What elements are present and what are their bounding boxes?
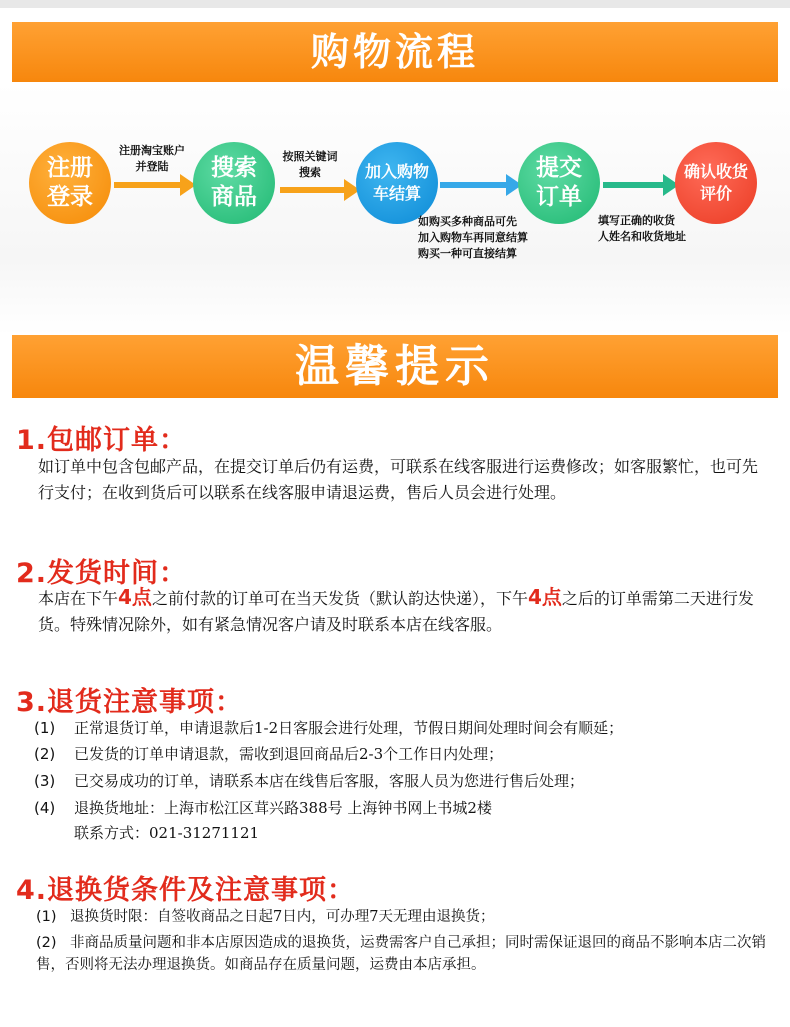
note-search: 按照关键词 搜索 bbox=[282, 150, 338, 179]
note-order: 填写正确的收货 人姓名和收货地址 bbox=[598, 214, 686, 243]
list-item: (2) 已发货的订单申请退款，需收到退回商品后2-3个工作日内处理； bbox=[34, 745, 504, 763]
arrow-1 bbox=[114, 182, 182, 188]
list-item: (2) 非商品质量问题和非本店原因造成的退换货，运费需客户自己承担；同时需保证退回的商品不影响本店二次销售，否则将无法办理退换货。如商品存在质量问题，运费由本店承担。 bbox=[36, 935, 766, 973]
step-submit-order: 提交 订单 bbox=[518, 142, 600, 224]
tips-banner: 温馨提示 bbox=[12, 335, 778, 398]
section-exchange-title: 4.退换货条件及注意事项： bbox=[16, 875, 356, 906]
note-register: 注册淘宝账户 并登陆 bbox=[119, 144, 185, 173]
list-item: (1) 正常退货订单，申请退款后1-2日客服会进行处理，节假日期间处理时间会有顺延； bbox=[34, 719, 624, 737]
list-item: (1) 退换货时限：自签收商品之日起7日内，可办理7天无理由退换货； bbox=[36, 909, 495, 925]
section-return-title: 3.退货注意事项： bbox=[16, 687, 244, 718]
highlight-4pm-2: 4点 bbox=[527, 585, 562, 609]
section-shipping-time-title: 2.发货时间： bbox=[16, 558, 188, 589]
shopping-flow-banner: 购物流程 bbox=[12, 22, 778, 82]
step-confirm-review: 确认收货 评价 bbox=[675, 142, 757, 224]
arrow-4 bbox=[603, 182, 665, 188]
list-item: (4) 退换货地址：上海市松江区茸兴路388号 上海钟书网上书城2楼 bbox=[34, 799, 492, 817]
section-free-shipping-text: 如订单中包含包邮产品，在提交订单后仍有运费，可联系在线客服进行运费修改；如客服繁忙，也可先行支付；在收到货后可以联系在线客服申请退运费，售后人员会进行处理。 bbox=[38, 457, 759, 502]
arrow-2 bbox=[280, 187, 346, 193]
highlight-4pm: 4点 bbox=[118, 585, 152, 609]
step-search-product: 搜索 商品 bbox=[193, 142, 275, 224]
section-free-shipping-title: 1.包邮订单： bbox=[16, 425, 188, 456]
step-add-to-cart: 加入购物 车结算 bbox=[356, 142, 438, 224]
step-register-login: 注册 登录 bbox=[29, 142, 111, 224]
list-item: (3) 已交易成功的订单，请联系本店在线售后客服，客服人员为您进行售后处理； bbox=[34, 772, 585, 790]
top-divider bbox=[0, 0, 790, 8]
arrow-3 bbox=[440, 182, 508, 188]
note-cart: 如购买多种商品可先 加入购物车再同意结算 购买一种可直接结算 bbox=[418, 215, 528, 260]
section-shipping-time-text: 本店在下午4点之前付款的订单可在当天发货（默认韵达快递），下午4点之后的订单需第二天进行发货。特殊情况除外，如有紧急情况客户请及时联系本店在线客服。 bbox=[38, 585, 754, 634]
contact-info: 联系方式：021-31271121 bbox=[74, 824, 260, 842]
